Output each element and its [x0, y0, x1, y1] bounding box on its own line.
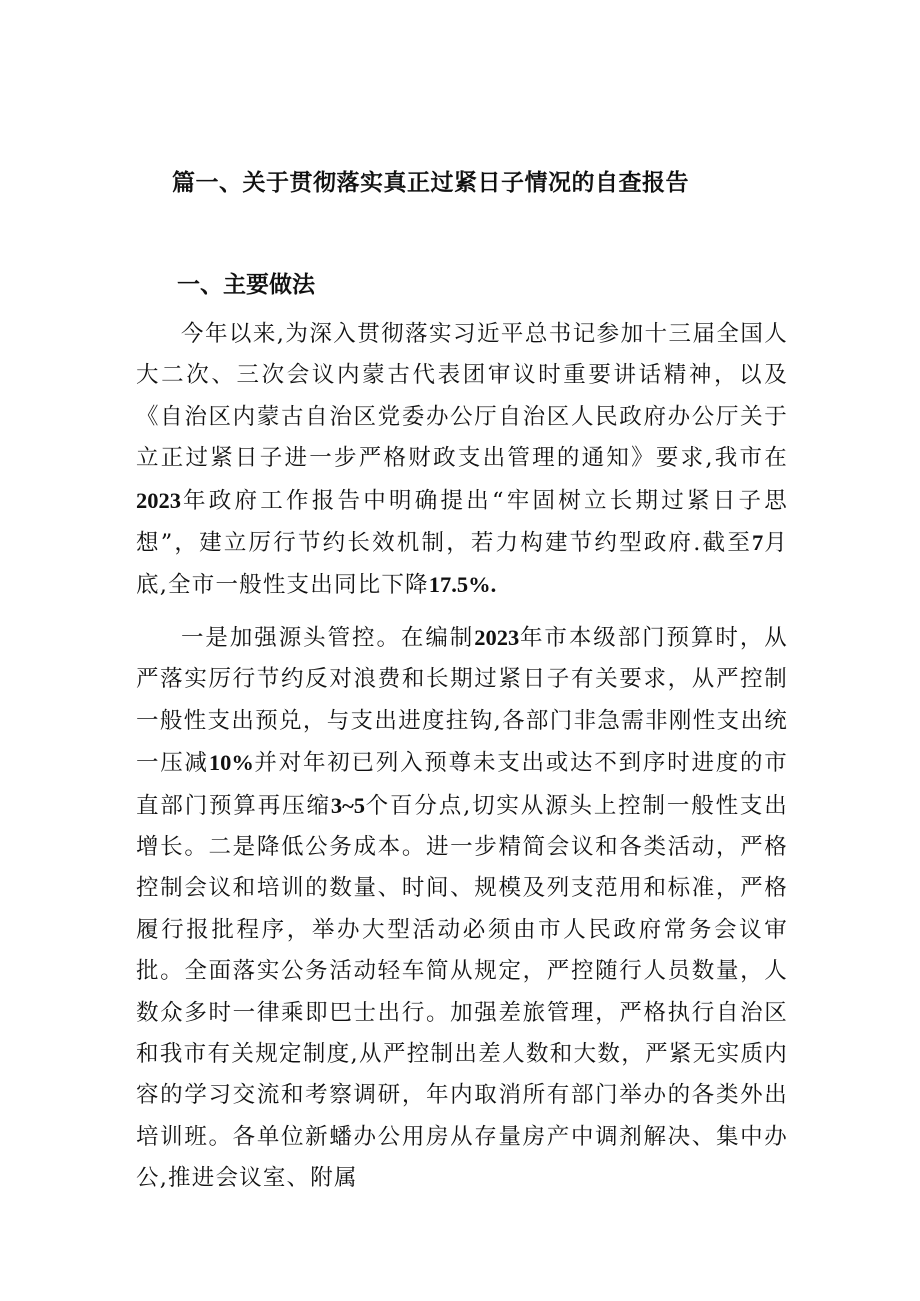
- paragraph-1: [136, 314, 788, 607]
- paragraph-2-seg-1: 2023: [474, 625, 520, 650]
- paragraph-2-seg-2: 年市本级部门预算时，从严落实厉行节约反对浪费和长期过紧日子有关要求，从严控制一般性支出预兑，与支出进度拄钩,各部门非急需非刚性支出统一压减: [136, 625, 788, 777]
- paragraph-2-seg-6: 个百分点,切实从源头上控制一般性支出增长。二是降低公务成本。进一步精简会议和各类活动，严格控制会议和培训的数量、时间、规模及列支范用和标准，严格履行报批程序，举办大型活动必须由市人民政府常务会议审批。全面落实公务活动轻车简从规定，严控随行人员数量，人数众多时一律乘即巴士出行。加强差旅管理，严格执行自治区和我市有关规定制度,从严控制出差人数和大数，严紧无实质内容的学习交流和考察调研，年内取消所有部门举办的各类外出培训班。各单位新蟠办公用房从存量房产中调剂解决、集中办公,推进会议室、附属: [136, 792, 788, 1192]
- paragraph-1-seg-4: 月底,全市一般性支出同比下降: [136, 530, 789, 599]
- paragraph-1-seg-2: 年政府工作报告中明确提出“牢固树立长期过紧日子思想”，建立厉行节约长效机制，若力构建节约型政府.截至: [136, 487, 788, 557]
- paragraph-1-seg-1: 2023: [136, 487, 181, 513]
- document-title: 篇一、关于贯彻落实真正过紧日子情况的自查报告: [172, 170, 689, 196]
- paragraph-1-seg-3: 7: [752, 530, 764, 556]
- paragraph-2: [136, 617, 788, 1200]
- paragraph-1-seg-0: 今年以来,为深入贯彻落实习近平总书记参加十三届全国人大二次、三次会议内蒙古代表团审议时重要讲话精神，以及《自治区内蒙古自治区党委办公厅自治区人民政府办公厅关于立正过紧日子进一步严格财政支出管理的通知》要求,我市在: [136, 321, 788, 472]
- paragraph-2-seg-0: 一是加强源头管控。在编制: [181, 625, 475, 651]
- section-heading: 一、主要做法: [177, 272, 315, 298]
- paragraph-2-seg-4: 并对年初已列入预尊未支出或达不到序时进度的市直部门预算再压缩: [136, 750, 788, 819]
- paragraph-2-seg-5: 3~5: [330, 792, 366, 818]
- paragraph-1-seg-5: 17.5%.: [428, 572, 497, 598]
- paragraph-2-seg-3: 10%: [208, 750, 254, 776]
